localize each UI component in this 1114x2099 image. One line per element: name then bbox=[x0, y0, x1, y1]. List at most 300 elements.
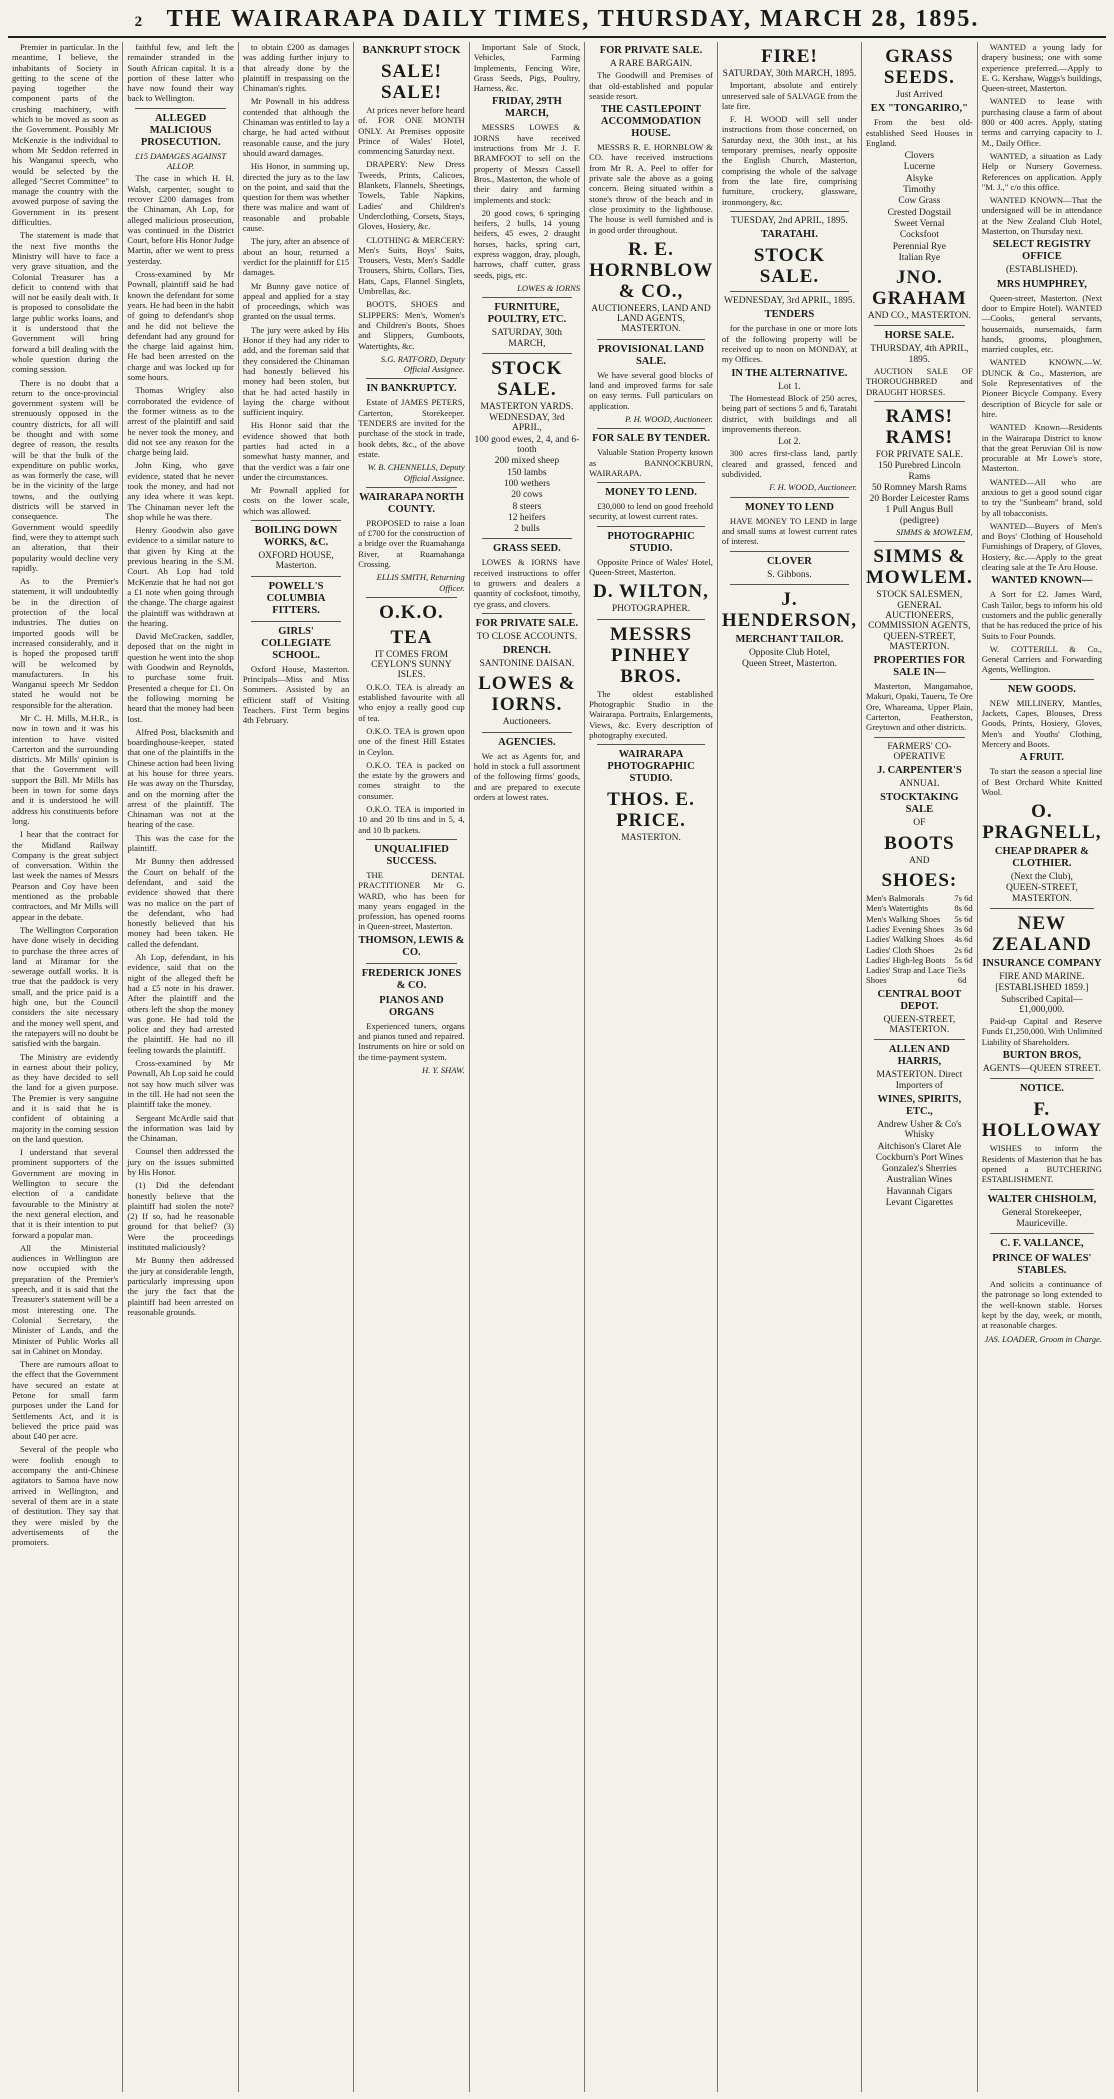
ad-body: Oxford House, Masterton. Principals—Miss and Miss Sommers. Assisted by an efficient staff of Visiting Teachers. First Term begins 4th February. bbox=[242, 663, 350, 726]
ad-body: THE DENTAL PRACTITIONER Mr G. WARD, who has been for many years engaged in the profession, has opened rooms in Queen-street, Masterton. bbox=[358, 869, 465, 932]
ad-heading: MONEY TO LEND. bbox=[605, 487, 697, 499]
ad-heading: FOR SALE BY TENDER. bbox=[592, 433, 710, 445]
ad-heading: INSURANCE COMPANY bbox=[982, 958, 1102, 969]
classified: WANTED, a situation as Lady Help or Nursery Governess. References on application. Apply "M. J.," c/o this office. bbox=[981, 150, 1102, 192]
ad-heading: WAIRARAPA NORTH COUNTY. bbox=[359, 491, 464, 515]
ad-heading: UNQUALIFIED SUCCESS. bbox=[374, 843, 449, 867]
item-price: 2s 6d bbox=[954, 944, 973, 955]
masthead bbox=[8, 6, 1106, 38]
ad-heading: FURNITURE, POULTRY, ETC. bbox=[487, 302, 567, 326]
ad-heading: POWELL'S COLUMBIA FITTERS. bbox=[266, 580, 326, 616]
divider bbox=[482, 613, 572, 614]
signature: F. H. WOOD, Auctioneer. bbox=[769, 482, 857, 493]
ad-heading: BURTON BROS, bbox=[1002, 1050, 1081, 1062]
signature: P. H. WOOD, Auctioneer. bbox=[625, 413, 713, 424]
firm-sub: PRINCE OF WALES' STABLES. bbox=[992, 1253, 1092, 1277]
item-name: Ladies' High-leg Boots bbox=[866, 954, 946, 965]
firm-name: C. F. VALLANCE, bbox=[1000, 1238, 1084, 1250]
paragraph: All the Ministerial audiences in Wellington are now occupied with the preparation of the Premier's speech, and it is said that the Treasurer's statement will be a most interesting one. The Colonial Secretary, the Minister of Lands, and the Minister of Public Works all sat in Cabinet on Monday. bbox=[12, 1242, 119, 1356]
paragraph: Sergeant McArdle said that the information was laid by the Chinaman. bbox=[127, 1112, 234, 1144]
divider bbox=[597, 744, 705, 745]
firm-sub: STOCK SALESMEN, GENERAL AUCTIONEERS, COMMISSION AGENTS, QUEEN-STREET, MASTERTON. bbox=[868, 590, 971, 652]
sale-date: FRIDAY, 29TH MARCH, bbox=[491, 96, 562, 120]
seed-item: Timothy bbox=[903, 185, 936, 196]
column-2 bbox=[122, 42, 237, 2092]
ad-body: A Sort for £2. James Ward, Cash Tailor, begs to inform his old customers and the public generally that he has reduced the price of his Suits to Four Pounds. bbox=[981, 589, 1102, 641]
classified: WANTED Known—Residents in the Wairarapa District to know that the great Peruvian Oil is now procurable at Mr Lowe's store, Masterton. bbox=[981, 422, 1102, 474]
paragraph: O.K.O. TEA is already an established favourite with all who enjoy a really good cup of tea. bbox=[358, 681, 465, 723]
ad-body: HAVE MONEY TO LEND in large and small sums at lowest current rates of interest. bbox=[721, 515, 857, 547]
item-price: 3s 6d bbox=[957, 965, 967, 986]
item-name: Ladies' Strap and Lace Tie Shoes bbox=[866, 965, 958, 986]
page-number: 2 bbox=[134, 14, 143, 30]
wine-item: Aitchison's Claret Ale bbox=[877, 1141, 962, 1152]
paragraph: Counsel then addressed the jury on the issues submitted by His Honor. bbox=[127, 1146, 234, 1177]
ram-item: 150 Purebred Lincoln Rams bbox=[877, 461, 961, 482]
paragraph: There are rumours afloat to the effect that the Government have secured an estate at Petone for small farm purposes under the Land for Settlements Act, and it is believed the price paid was about £40 per acre. bbox=[12, 1359, 119, 1442]
stock-item: 12 heifers bbox=[508, 512, 546, 523]
lot-label: Lot 1. bbox=[778, 381, 801, 392]
ram-item: 20 Border Leicester Rams bbox=[869, 494, 970, 505]
firm-address: Queen Street, Masterton. bbox=[741, 659, 837, 670]
paragraph: DRAPERY: New Dress Tweeds, Prints, Calicoes, Blankets, Flannels, Sheetings, Towels, Table Napkins, Ladies' and Children's Underclothing, Corsets, Stays, Gloves, Hosiery, &c. bbox=[358, 159, 465, 232]
paragraph: Several of the people who were foolish enough to accompany the anti-Chinese agitators to Samoa have now arrived in Wellington, and several of them are in a state of destitution. They say that they were misled by the advertisements of the promoters. bbox=[12, 1444, 119, 1548]
divider bbox=[597, 428, 705, 429]
ad-body: Important, absolute and entirely unreserved sale of SALVAGE from the late fire. bbox=[721, 80, 857, 111]
wine-item: Cockburn's Port Wines bbox=[875, 1152, 963, 1163]
ad-caption: FIRE AND MARINE. bbox=[999, 972, 1085, 982]
firm-sub: General Storekeeper, bbox=[1001, 1207, 1082, 1218]
signature: S.G. RATFORD, Deputy Official Assignee. bbox=[380, 353, 465, 375]
stock-item: 20 cows bbox=[511, 490, 543, 501]
ad-heading: IN THE ALTERNATIVE. bbox=[731, 367, 848, 379]
ad-caption: OXFORD HOUSE, Masterton. bbox=[258, 551, 334, 572]
item-name: Men's Watertights bbox=[866, 903, 929, 914]
paragraph: Mr Bunny then addressed the jury at considerable length, particularly impressing upon the jury the fact that the plaintiff had been arrested on reasonable grounds. bbox=[127, 1255, 234, 1317]
paragraph: Cross-examined by Mr Pownall, plaintiff said he had known the defendant for some years. He had been in the habit of going to defendant's shop and he did not believe the defendant had any ground for the charge laid against him. He had been arrested on the charge and was locked up for some hours. bbox=[127, 269, 234, 383]
ram-item: 1 Pull Angus Bull (pedigree) bbox=[885, 505, 954, 526]
paragraph: At prices never before heard of. FOR ONE MONTH ONLY. At Premises opposite Prince of Wales' Hotel, commencing Saturday next. bbox=[358, 105, 465, 157]
sale-date: TUESDAY, 2nd APRIL, 1895. bbox=[731, 215, 848, 226]
firm-sub: PHOTOGRAPHER. bbox=[611, 604, 691, 615]
paragraph: As to the Premier's statement, it will undoubtedly be in the direction of protection of the local industries. The duties on imported goods will be increased considerably, and it is hoped the proposed tariff will be welcomed by manufacturers. In his Wanganui speech Mr Seddon stated he would not be responsible for the alteration. bbox=[12, 576, 119, 710]
ad-body: 300 acres first-class land, partly cleared and grassed, fenced and subdivided. bbox=[721, 448, 857, 480]
item-price: 8s 6d bbox=[954, 903, 973, 914]
ad-body: Queen-street, Masterton. (Next door to Empire Hotel). WANTED—Cooks, general servants, housemaids, nursemaids, farm hands, grooms, ploughmen, married couples, etc. bbox=[981, 292, 1102, 355]
paragraph: Important Sale of Stock, Vehicles, Farming Implements, Fencing Wire, Grass Seeds, Pigs, Poultry, Harness, &c. bbox=[473, 42, 581, 94]
paragraph: BOOTS, SHOES and SLIPPERS: Men's, Women's and Children's Boots, Shoes and Slippers, Gumboots, Watertights, &c. bbox=[358, 299, 465, 351]
oko-tea: TEA bbox=[390, 626, 433, 648]
ad-body: The oldest established Photographic Studio in the Wairarapa. Portraits, Enlargements, Views, &c. Every description of photography executed. bbox=[589, 688, 713, 740]
price-row bbox=[866, 965, 973, 986]
price-row bbox=[866, 893, 973, 903]
column-8 bbox=[861, 42, 977, 2092]
ad-heading: FREDERICK JONES & CO. bbox=[361, 967, 462, 991]
firm-sub: AND CO., MASTERTON. bbox=[867, 311, 971, 322]
paragraph: His Honor, in summing up, directed the jury as to the law on the point, and said that the question for them was whether there was malice and want of reasonable and probable cause. bbox=[242, 161, 350, 234]
seed-item: Crested Dogstail bbox=[887, 207, 952, 218]
firm-sub: MASTERTON. bbox=[621, 833, 681, 844]
ad-body: We have several good blocks of land and improved farms for sale on easy terms. Full particulars on application. bbox=[589, 369, 713, 411]
seed-item: Italian Rye bbox=[898, 252, 941, 263]
ad-heading: WANTED KNOWN— bbox=[991, 575, 1093, 587]
price-row bbox=[866, 903, 973, 913]
stock-item: 2 bulls bbox=[514, 524, 540, 535]
ad-body: Paid-up Capital and Reserve Funds £1,250,000. With Unlimited Liability of Shareholders. bbox=[981, 1016, 1102, 1047]
classified: WANTED—Buyers of Men's and Boys' Clothing of Household Furnishings of Drapery, of Gloves, Hosiery, &c.—Apply to the great clearing sale at the Te Aro House. bbox=[981, 520, 1102, 573]
newspaper-title: THE WAIRARAPA DAILY TIMES, THURSDAY, MARCH 28, 1895. bbox=[166, 6, 980, 32]
firm-sub: AUCTIONEERS, LAND AND LAND AGENTS, MASTERTON. bbox=[591, 303, 711, 335]
paragraph: Mr Bunny then addressed the Court on behalf of the defendant, and said the evidence showed that there was no malice on the part of the defendant, who had honestly believed that his money had been taken. He called the defendant. bbox=[127, 856, 234, 949]
firm-name: O. PRAGNELL, bbox=[982, 801, 1102, 844]
classified: WANTED KNOWN.—W. DUNCK & Co., Masterton, are Sole Representatives of the Pioneer Bicycle Company. Every description of Bicycle for sale or hire. bbox=[981, 357, 1102, 419]
firm-name: WALTER CHISHOLM, bbox=[987, 1193, 1097, 1205]
ad-heading: WAIRARAPA PHOTOGRAPHIC STUDIO. bbox=[607, 749, 695, 785]
paragraph: The jury, after an absence of about an hour, returned a verdict for the plaintiff for £15 damages. bbox=[242, 236, 350, 278]
rams-heading: RAMS! RAMS! bbox=[885, 405, 953, 448]
price-row bbox=[866, 914, 973, 924]
sale-date: WEDNESDAY, 3rd APRIL, bbox=[489, 413, 565, 434]
wine-item: Andrew Usher & Co's Whisky bbox=[877, 1119, 962, 1141]
item-price: 7s 6d bbox=[954, 893, 973, 904]
ad-heading: GIRLS' COLLEGIATE SCHOOL. bbox=[261, 625, 331, 661]
ad-body: The Homestead Block of 250 acres, being part of sections 5 and 6, Taratahi district, with buildings and all improvements thereon. bbox=[721, 392, 857, 434]
firm-sub: Auctioneers. bbox=[502, 717, 552, 728]
seed-item: Clovers bbox=[904, 151, 935, 162]
ad-body: The Goodwill and Premises of that old-established and popular seaside resort. bbox=[589, 70, 713, 101]
wine-item: Gonzalez's Sherries bbox=[881, 1164, 957, 1175]
paragraph: 20 good cows, 6 springing heifers, 2 bulls, 14 young heifers, 45 ewes, 2 draught horses, hacks, spring cart, express waggon, dray, plough, harrows, chaff cutter, grass seeds, pigs, etc. bbox=[473, 207, 581, 280]
firm-name: THOS. E. PRICE. bbox=[607, 789, 695, 832]
wine-item: Australian Wines bbox=[886, 1175, 953, 1186]
firm-name: R. E. HORNBLOW & CO., bbox=[589, 238, 714, 302]
divider bbox=[990, 1189, 1094, 1190]
ad-body: Opposite Prince of Wales' Hotel, Queen-Street, Masterton. bbox=[589, 556, 713, 578]
firm-sub: MERCHANT TAILOR. bbox=[735, 633, 844, 645]
ad-heading: IN BANKRUPTCY. bbox=[366, 383, 457, 395]
firm-name: D. WILTON, bbox=[593, 581, 709, 603]
wine-item: Levant Cigarettes bbox=[885, 1198, 953, 1208]
ram-item: 50 Romney Marsh Rams bbox=[872, 482, 967, 493]
divider bbox=[251, 621, 341, 622]
stock-item: 100 good ewes, 2, 4, and 6-tooth bbox=[474, 434, 580, 456]
ad-body: F. H. WOOD will sell under instructions from those concerned, on Saturday next, the 30th inst., at his temporary premises, nearly opposite the English Church, Masterton, comprising the whole of the salvage from the late fire, comprising furniture, crockery, glassware, ironmongery, &c. bbox=[721, 114, 857, 207]
stock-item: 200 mixed sheep bbox=[494, 456, 560, 467]
ad-caption: FOR PRIVATE SALE. bbox=[875, 449, 963, 460]
ad-caption: OF bbox=[913, 818, 926, 829]
divider bbox=[482, 538, 572, 539]
ad-heading: FOR PRIVATE SALE. bbox=[475, 617, 579, 629]
firm-sub: CHEAP DRAPER & CLOTHIER. bbox=[994, 846, 1089, 870]
sale-date: WEDNESDAY, 3rd APRIL, 1895. bbox=[723, 296, 855, 307]
ad-heading: GRASS SEED. bbox=[493, 543, 561, 555]
divider bbox=[874, 401, 965, 402]
divider bbox=[482, 353, 572, 354]
item-name: Men's Balmorals bbox=[866, 893, 925, 904]
divider bbox=[874, 541, 965, 542]
column-4 bbox=[353, 42, 468, 2092]
signature: SIMMS & MOWLEM, bbox=[896, 527, 973, 538]
firm-name: JNO. GRAHAM bbox=[872, 267, 967, 310]
ad-body: Valuable Station Property known as BANNOCKBURN, WAIRARAPA. bbox=[589, 447, 713, 478]
paragraph: faithful few, and left the remainder stranded in the South African capital. It is a portion of these latter who have now found their way back to Wellington. bbox=[127, 42, 234, 104]
ad-heading: MONEY TO LEND bbox=[744, 501, 834, 513]
ad-heading: ALLEN AND HARRIS, bbox=[888, 1044, 950, 1068]
firm-name: J. HENDERSON, bbox=[721, 588, 857, 631]
paragraph: This was the case for the plaintiff. bbox=[127, 832, 234, 854]
ad-caption: A RARE BARGAIN. bbox=[609, 59, 693, 69]
divider bbox=[874, 737, 965, 738]
ad-caption: Subscribed Capital—£1,000,000. bbox=[1001, 994, 1083, 1015]
paragraph: Mr C. H. Mills, M.H.R., is now in town and it was his intention to have visited Carterton and the surrounding districts. Mr Mills' opinion is that the Government will support the Bill. Mr Mills has been in town for some days and it is understood he will address his constituents before long. bbox=[12, 713, 119, 826]
ad-body: And solicits a continuance of the patronage so long extended to the well-known stable. Horses kept by the day, week, or month, at reasonable charges. bbox=[981, 1279, 1102, 1331]
signature: JAS. LOADER, Groom in Charge. bbox=[984, 1333, 1102, 1344]
divider bbox=[990, 679, 1094, 680]
paragraph: Alfred Post, blacksmith and boardinghouse-keeper, stated that one of the plaintiffs in the Chinese action had been living at his house for three years. He was away on the Thursday, and on the morning after the arrest of the plaintiff. The Chinaman was not at the hearing of the case. bbox=[127, 726, 234, 830]
ad-body: Estate of JAMES PETERS, Carterton, Storekeeper. TENDERS are invited for the purchase of the stock in trade, book debts, &c., of the above estate. bbox=[358, 397, 465, 459]
divider bbox=[366, 378, 456, 379]
seed-item: Alsyke bbox=[905, 173, 933, 184]
ad-caption: AGENTS—QUEEN STREET. bbox=[982, 1064, 1101, 1075]
stock-item: 8 steers bbox=[512, 501, 542, 512]
paragraph: Mr Bunny gave notice of appeal and applied for a stay of proceedings, which was granted on the usual terms. bbox=[242, 280, 350, 322]
divider bbox=[597, 482, 705, 483]
stock-sale-heading: STOCK SALE. bbox=[491, 357, 563, 400]
column-6 bbox=[584, 42, 717, 2092]
seed-item: Cocksfoot bbox=[899, 230, 939, 241]
paragraph: The jury were asked by His Honor if they had any rider to add, and the foreman said that they considered the Chinaman had honestly believed his money had been stolen, but that he had acted hastily in laying the charge without sufficient inquiry. bbox=[242, 324, 350, 418]
ad-body: Experienced tuners, organs and pianos tuned and repaired. Instruments on hire or sold on the time-payment system. bbox=[358, 1020, 465, 1062]
stock-sale-heading: STOCK SALE. bbox=[753, 245, 826, 288]
firm-name: SIMMS & MOWLEM. bbox=[866, 546, 973, 589]
lot-label: Lot 2. bbox=[778, 437, 801, 448]
classified: WANTED—All who are anxious to get a good sound cigar to try the "Sunbeam" brand, sold by all tobacconists. bbox=[981, 476, 1102, 518]
ad-heading: TENDERS bbox=[764, 309, 815, 321]
ad-body: NEW MILLINERY, Mantles, Jackets, Capes, Blouses, Dress Goods, Prints, Hosiery, Gloves, Men's and Youths' Clothing, Mercery and Boots. bbox=[981, 697, 1102, 749]
ad-caption: S. Gibbons. bbox=[767, 569, 812, 580]
firm-name: MESSRS PINHEY BROS. bbox=[609, 623, 693, 687]
columns bbox=[8, 42, 1106, 2092]
paragraph: Henry Goodwin also gave evidence to a similar nature to that given by King at the previous hearing in the S.M. Court. Ah Lop had told McKenzie that he had not got a £1 note when going through the change. The charge against the plaintiff was withdrawn at the hearing. bbox=[127, 525, 234, 628]
divider bbox=[251, 520, 341, 521]
paragraph: Mr Pownall in his address contended that although the Chinaman was entitled to lay a charge, he had acted without reasonable cause, and the jury should award damages. bbox=[242, 96, 350, 158]
firm-name: F. HOLLOWAY bbox=[981, 1099, 1103, 1142]
ad-heading: NOTICE. bbox=[1019, 1083, 1064, 1095]
divider bbox=[135, 108, 225, 109]
ad-heading: AGENCIES. bbox=[498, 736, 556, 748]
divider bbox=[366, 487, 456, 488]
ad-caption: SANTONINE DAISAN. bbox=[479, 659, 575, 670]
item-name: Men's Walking Shoes bbox=[866, 913, 941, 924]
ad-body: MESSRS R. E. HORNBLOW & CO. have received instructions from Mr R. A. Peel to offer for private sale the above as a going concern. Being situated within a stone's throw of the beach and in close proximity to the lighthouse. The house is well furnished and is in good order throughout. bbox=[589, 142, 713, 235]
divider bbox=[366, 839, 456, 840]
paragraph: Premier in particular. In the meantime, I believe, the inhabitants of Society in getting to the scene of the paying together the component parts of the crushing machinery, with which to be moved as soon as the Government. Possibly Mr McKenzie is the individual to whom Mr Seddon referred in his Wanganui speech, who would be selected by the alleged "Secret Committee" to manage the country with the avowed purpose of saving the Government in its present difficulties. bbox=[12, 42, 119, 228]
ad-body: From the best old-established Seed Houses in England. bbox=[866, 117, 973, 148]
divider bbox=[597, 526, 705, 527]
ad-heading: J. CARPENTER'S bbox=[877, 765, 962, 777]
column-7 bbox=[717, 42, 861, 2092]
oko-brand: O.K.O. bbox=[379, 601, 444, 623]
ad-heading: CLOVER bbox=[766, 555, 812, 567]
article-heading: ALLEGED MALICIOUS PROSECUTION. bbox=[140, 112, 221, 148]
ad-heading: THOMSON, LEWIS & CO. bbox=[358, 934, 465, 958]
item-price: 4s 6d bbox=[954, 934, 973, 945]
ad-caption: ANNUAL bbox=[899, 779, 940, 790]
paragraph: I hear that the contract for the Midland Railway Company is the great subject of conversation. Within the last week the names of Messrs Pearson and Coy have been mentioned as the probable contractors, and Mr Mills will appear in the debate. bbox=[12, 829, 119, 922]
paragraph: O.K.O. TEA is grown upon one of the finest Hill Estates in Ceylon. bbox=[358, 725, 465, 757]
price-row bbox=[866, 934, 973, 944]
price-row bbox=[866, 945, 973, 955]
paragraph: to obtain £200 as damages was adding further injury to that already done by the plaintiff in trespassing on the Chinaman's rights. bbox=[242, 42, 350, 94]
ad-heading: STOCKTAKING SALE bbox=[880, 792, 959, 816]
ad-heading: CENTRAL BOOT DEPOT. bbox=[877, 988, 962, 1012]
paragraph: The Wellington Corporation have done wisely in deciding to purchase the three acres of land at Miramar for the sewerage outfall works. It is true that the paddock is very small, and the price paid is a high one, but the Council considers the site necessary and the money well spent, and the ratepayers will no doubt be satisfied with the bargain. bbox=[12, 924, 119, 1049]
classified: W. COTTERILL & Co., General Carriers and Forwarding Agents, Wellington. bbox=[981, 643, 1102, 675]
seed-item: Sweet Vernal bbox=[894, 218, 945, 229]
paragraph: John King, who gave evidence, stated that he never took the money, and had not any idea where it was kept. The Chinaman never left the shop while he was there. bbox=[127, 460, 234, 522]
paragraph: The case in which H. H. Walsh, carpenter, sought to recover £200 damages from the Chinaman, Ah Lop, for alleged malicious prosecution, was continued in the District Court, before His Honor Judge Martin, after we went to press yesterday. bbox=[127, 173, 234, 266]
ad-body: £30,000 to lend on good freehold security, at lowest current rates. bbox=[589, 501, 713, 522]
paragraph: Thomas Wrigley also corroborated the evidence of the former witness as to the arrest of the plaintiff and said he never took the money, and did not see any reason for the charge being laid. bbox=[127, 385, 234, 458]
ad-caption: [ESTABLISHED 1859.] bbox=[995, 983, 1089, 994]
item-name: Ladies' Cloth Shoes bbox=[866, 944, 935, 955]
stock-item: 100 wethers bbox=[503, 478, 550, 489]
paragraph: O.K.O. TEA is imported in 10 and 20 lb tins and in 5, 4, and 10 lb packets. bbox=[358, 804, 465, 835]
ad-heading: PHOTOGRAPHIC STUDIO. bbox=[607, 530, 695, 554]
item-price: 3s 6d bbox=[954, 923, 973, 934]
ad-heading: THE CASTLEPOINT ACCOMMODATION HOUSE. bbox=[600, 104, 702, 140]
firm-address: QUEEN-STREET, MASTERTON. bbox=[1005, 883, 1078, 904]
column-1 bbox=[8, 42, 122, 2092]
divider bbox=[730, 291, 849, 292]
sale-date: SATURDAY, 30th MARCH, 1895. bbox=[722, 69, 857, 79]
paragraph: David McCracken, saddler, deposed that on the night in question he went into the shop with Goodwin and Reynolds, to purchase some fruit. Presented a cheque for £1. On the following morning he heard that the money had been lost. bbox=[127, 631, 234, 724]
ad-heading: PROVISIONAL LAND SALE. bbox=[598, 343, 704, 367]
ad-banner: BANKRUPT STOCK bbox=[362, 45, 461, 56]
sale-date: THURSDAY, 4th APRIL, 1895. bbox=[870, 344, 969, 365]
paragraph: MESSRS LOWES & IORNS have received instructions from Mr J. F. BRAMFOOT to sell on the property of Messrs Cassell Bros., Masterton, the whole of their dairy and farming implements and stock: bbox=[473, 122, 581, 205]
seed-item: Cow Grass bbox=[898, 196, 941, 207]
boots-heading: BOOTS bbox=[884, 832, 955, 854]
ad-body: WISHES to inform the Residents of Masterton that he has opened a BUTCHERING ESTABLISHMENT. bbox=[981, 1143, 1102, 1185]
divider bbox=[730, 551, 849, 552]
classified: WANTED to lease with purchasing clause a farm of about 800 or 400 acres. Apply, stating terms and carrying capacity to J. M., Daily Office. bbox=[981, 96, 1102, 148]
ad-heading: PROPERTIES FOR SALE IN— bbox=[873, 655, 966, 679]
paragraph: The Ministry are evidently in earnest about their policy, as they have decided to sell the land for a given purpose. The Premier is very sanguine and it is said that he is confident of obtaining a majority in the coming session on the land question. bbox=[12, 1051, 119, 1144]
ad-heading: TARATAHI. bbox=[761, 229, 818, 241]
divider bbox=[874, 325, 965, 326]
signature: W. B. CHENNELLS, Deputy Official Assignee. bbox=[367, 462, 465, 483]
paragraph: There is no doubt that a return to the once-provincial government system will be strenuously opposed in the country districts, for all will be thought and with some degree of reason, the results will be that the bulk of the expenditure on public works, as was formerly the case, will be in the vicinity of the large towns, and the outlying districts will be starved in consequence. The Government would speedily find, were they to attempt such an alteration, that their popularity would decline very rapidly. bbox=[12, 377, 119, 573]
divider bbox=[597, 619, 705, 620]
oko-tagline: IT COMES FROM CEYLON'S SUNNY ISLES. bbox=[371, 649, 452, 681]
ad-body: We act as Agents for, and hold in stock a full assortment of the following firms' goods, and are prepared to execute orders at lowest rates. bbox=[473, 750, 581, 802]
firm-name: LOWES & IORNS. bbox=[478, 673, 576, 716]
paragraph: O.K.O. TEA is packed on the estate by the growers and comes straight to the consumer. bbox=[358, 759, 465, 801]
paragraph: Cross-examined by Mr Pownall, Ah Lop said he could not say how much silver was in the till. He had not seen the plaintiff take the money. bbox=[127, 1058, 234, 1110]
ad-body: PROPOSED to raise a loan of £700 for the construction of a bridge over the Ruamahanga River, at Ruamahanga Crossing. bbox=[358, 517, 465, 569]
firm-address: Mauriceville. bbox=[1016, 1218, 1068, 1229]
column-9 bbox=[977, 42, 1106, 2092]
ad-caption: TO CLOSE ACCOUNTS. bbox=[476, 631, 578, 642]
classified: WANTED a young lady for drapery business; one with some experience preferred.—Apply to E. G. Kershaw, Waggs's buildings, Queen-street, Masterton. bbox=[981, 42, 1102, 94]
divider bbox=[251, 576, 341, 577]
ad-heading: WINES, SPIRITS, ETC., bbox=[877, 1093, 962, 1117]
seed-item: Lucerne bbox=[903, 162, 935, 173]
column-5 bbox=[469, 42, 584, 2092]
shoes-heading: SHOES: bbox=[881, 870, 958, 892]
ad-heading: DRENCH. bbox=[502, 645, 551, 657]
firm-address: (Next the Club), bbox=[1010, 872, 1073, 883]
divider bbox=[874, 1039, 965, 1040]
item-price: 5s 6d bbox=[954, 913, 973, 924]
ad-caption: FARMERS' CO-OPERATIVE bbox=[887, 741, 952, 762]
article-subheading: £15 DAMAGES AGAINST ALLOP. bbox=[135, 150, 227, 172]
signature: ELLIS SMITH, Returning Officer. bbox=[376, 572, 465, 593]
ad-heading: EX "TONGARIRO," bbox=[870, 103, 968, 115]
fire-heading: FIRE! bbox=[761, 46, 818, 67]
ad-caption: Just Arrived bbox=[896, 90, 943, 100]
ad-caption: QUEEN-STREET, MASTERTON. bbox=[883, 1014, 956, 1036]
ad-heading: MRS HUMPHREY, bbox=[996, 278, 1087, 290]
ad-body: To start the season a special line of Best Orchard White Knitted Wool. bbox=[981, 766, 1102, 797]
item-price: 5s 6d bbox=[954, 954, 973, 965]
divider bbox=[366, 963, 456, 964]
ad-body: Masterton, Mangamahoe, Makuri, Opaki, Taueru, Te Ore Ore, Whareama, Upper Plain, Carterton, Featherston, Greytown and other districts. bbox=[866, 681, 973, 733]
price-row bbox=[866, 924, 973, 934]
ad-heading: FOR PRIVATE SALE. bbox=[599, 45, 703, 56]
item-name: Ladies' Evening Shoes bbox=[866, 923, 944, 934]
signature: H. Y. SHAW. bbox=[421, 1064, 465, 1075]
divider bbox=[482, 732, 572, 733]
wine-item: Havannah Cigars bbox=[886, 1186, 953, 1197]
ad-heading: A FRUIT. bbox=[1019, 752, 1064, 764]
signature: LOWES & IORNS bbox=[517, 282, 581, 293]
column-3 bbox=[238, 42, 353, 2092]
ad-body: AUCTION SALE OF THOROUGHBRED and DRAUGHT HORSES. bbox=[866, 366, 973, 397]
paragraph: (1) Did the defendant honestly believe that the plaintiff had stolen the note? (2) If so, had he reasonable ground for that belief? (3) Were the proceedings instituted maliciously? bbox=[127, 1180, 234, 1253]
item-name: Ladies' Walking Shoes bbox=[866, 934, 945, 945]
divider bbox=[730, 584, 849, 585]
stock-item: 150 lambs bbox=[507, 467, 547, 478]
paragraph: I understand that several prominent supporters of the Government are moving in Wellington to secure the election of a candidate favourable to the Ministry at the next general election, and that it is their intention to put forward a popular man. bbox=[12, 1147, 119, 1240]
insurance-heading: NEW ZEALAND bbox=[991, 913, 1092, 955]
firm-address: Opposite Club Hotel, bbox=[748, 647, 830, 658]
ad-caption: AND bbox=[909, 855, 930, 866]
ad-heading: NEW GOODS. bbox=[1007, 683, 1076, 695]
ad-heading: PIANOS AND ORGANS bbox=[379, 994, 444, 1018]
grass-seeds-heading: GRASS SEEDS. bbox=[883, 46, 955, 88]
paragraph: CLOTHING & MERCERY: Men's Suits, Boys' Suits, Trousers, Vests, Men's Saddle Trousers, Shirts, Collars, Ties, Hats, Caps, Flannel Singlets, Umbrellas, &c. bbox=[358, 234, 465, 297]
ad-caption: (ESTABLISHED). bbox=[1005, 265, 1078, 276]
divider bbox=[990, 1078, 1094, 1079]
price-row bbox=[866, 955, 973, 965]
ad-heading: SELECT REGISTRY OFFICE bbox=[992, 239, 1092, 263]
ad-heading: HORSE SALE. bbox=[884, 330, 955, 342]
divider bbox=[990, 1233, 1094, 1234]
divider bbox=[730, 497, 849, 498]
stock-sale-sub: MASTERTON YARDS. bbox=[480, 401, 574, 412]
divider bbox=[730, 211, 849, 212]
ad-body: LOWES & IORNS have received instructions to offer to growers and dealers a quantity of cocksfoot, timothy, rye grass, and clovers. bbox=[473, 557, 581, 609]
ad-body: for the purchase in one or more lots of the following property will be received up to noon on MONDAY, at my Offices. bbox=[721, 323, 857, 365]
classified: WANTED KNOWN—That the undersigned will be in attendance at the New Zealand Club Hotel, Masterton, on Thursday next. bbox=[981, 195, 1102, 237]
paragraph: The statement is made that the next five months the Ministry will have to face a very grave situation, and the Colonial Treasurer has a deficit to contend with that will not be easily dealt with. It is proposed to consolidate the large public works loans, and it is understood that the Government will bring forward a bill dealing with the whole question during the coming session. bbox=[12, 230, 119, 375]
paragraph: Ah Lop, defendant, in his evidence, said that on the night of the alleged theft he had a £5 note in his drawer. After the plaintiff and the others left the shop the money was gone. He had told the police and they had arrested the plaintiff. He had no ill feeling towards the plaintiff. bbox=[127, 952, 234, 1055]
seed-item: Perennial Rye bbox=[892, 241, 946, 252]
ad-heading: BOILING DOWN WORKS, &C. bbox=[254, 525, 338, 549]
paragraph: Mr Pownall applied for costs on the lower scale, which was allowed. bbox=[242, 485, 350, 516]
